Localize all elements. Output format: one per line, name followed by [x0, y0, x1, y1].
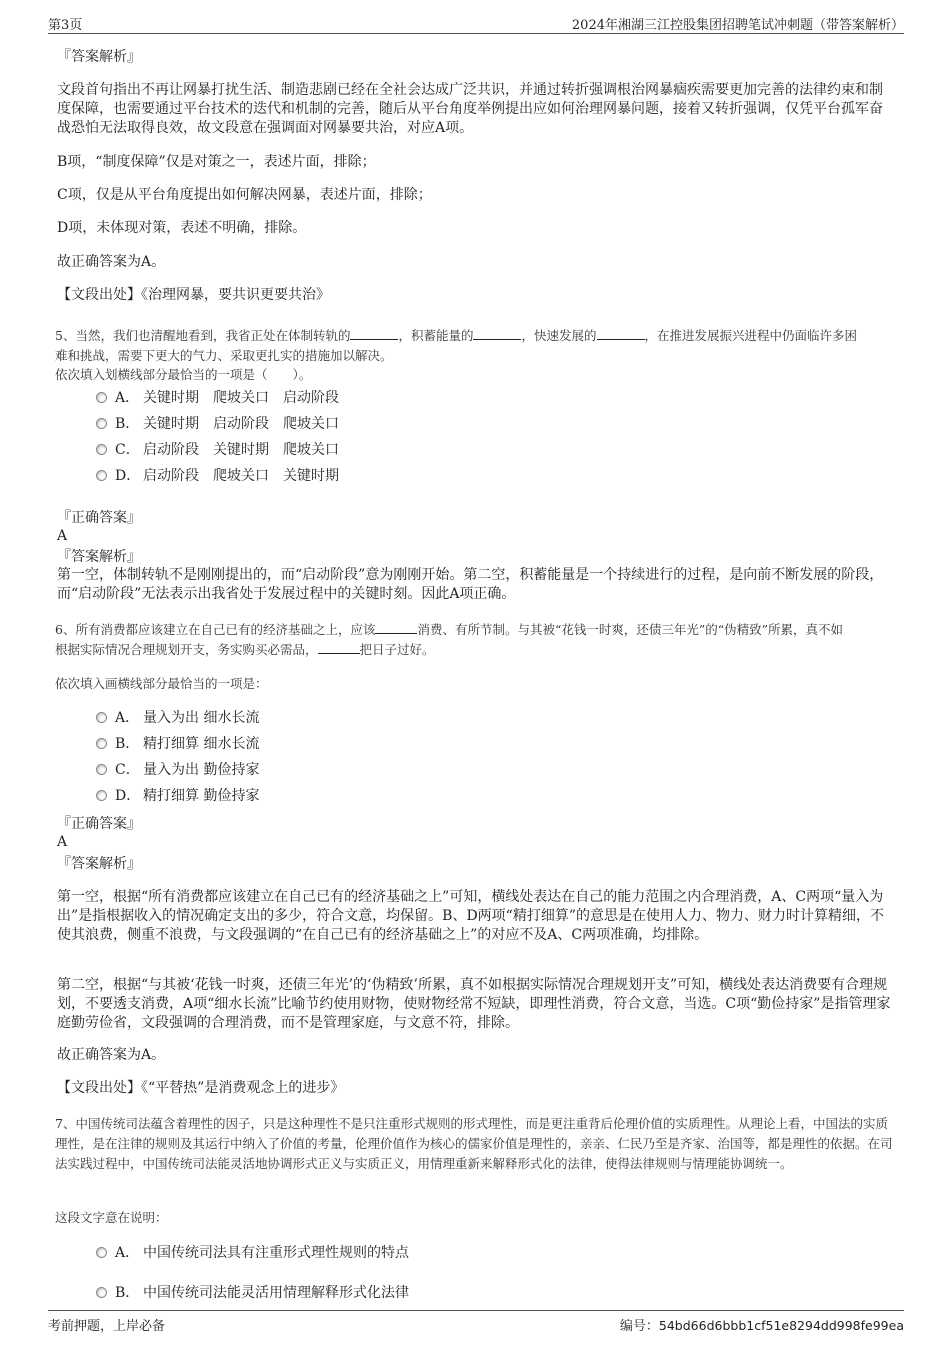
page-number: 第3页	[48, 18, 83, 33]
question-7-option-b[interactable]	[96, 1284, 409, 1302]
radio-button[interactable]	[96, 1247, 107, 1258]
analysis-paragraph: 文段首句指出不再让网暴打扰生活、制造悲剧已经在全社会达成广泛共识，并通过转折强调根治网暴痼疾需要更加完善的法律约束和制度保障，也需要通过平台技术的迭代和机制的完善，随后从平台角度举例提出应如何治理网暴问题，接着又转折强调，仅凭平台孤军奋战恐怕无法取得良效，故文段意在强调面对网暴要共治，对应A项。	[57, 82, 883, 136]
fill-blank	[350, 327, 398, 340]
radio-button[interactable]	[96, 712, 107, 723]
page-footer	[48, 1310, 904, 1346]
option-text: 中国传统司法具有注重形式理性规则的特点	[143, 1245, 409, 1261]
question-7-option-a[interactable]	[96, 1244, 409, 1262]
option-letter: A．	[115, 710, 140, 726]
radio-button[interactable]	[96, 392, 107, 403]
analysis-heading: 『答案解析』	[57, 49, 141, 65]
question-6-option-d[interactable]	[96, 787, 259, 805]
option-letter: B．	[115, 736, 140, 752]
radio-button[interactable]	[96, 444, 107, 455]
fill-blank	[597, 327, 645, 340]
option-text: 量入为出 细水长流	[143, 710, 260, 726]
source-citation: 【文段出处】《治理网暴，要共识更要共治》	[57, 287, 330, 303]
option-letter: A．	[115, 390, 140, 406]
option-text: 启动阶段 关键时期 爬坡关口	[143, 442, 339, 458]
analysis-paragraph: 第二空，根据“与其被‘花钱一时爽，还债三年光’的‘伪精致’所累，真不如根据实际情况合理规划开支”可知，横线处表达消费要有合理规划，不要透支消费，A项“细水长流”比喻节约使用财物，使财物经常不短缺，即理性消费，符合文意，当选。C项“勤俭持家”是指管理家庭勤劳俭省，文段强调的合理消费，而不是管理家庭，与文意不符，排除。	[57, 977, 891, 1031]
analysis-paragraph: 第一空，根据“所有消费都应该建立在自己已有的经济基础之上”可知，横线处表达在自己的能力范围之内合理消费，A、C两项“量入为出”是指根据收入的情况确定支出的多少，符合文意，均保留。B、D两项“精打细算”的意思是在使用人力、物力、财力时计算精细，不使其浪费，侧重不浪费，与文段强调的“在自己已有的经济基础之上”的对应不及A、C两项准确，均排除。	[57, 889, 884, 943]
analysis-option-d: D项，未体现对策，表述不明确，排除。	[57, 220, 307, 236]
question-6-option-c[interactable]	[96, 761, 259, 779]
stem-part: 消费、有所节制。与其被“花钱一时爽，还债三年光”的“伪精致”所累，真不如	[417, 622, 844, 637]
conclusion: 故正确答案为A。	[57, 1047, 166, 1063]
question-6-stem	[55, 620, 900, 660]
answer-heading: 『正确答案』	[57, 510, 141, 526]
stem-part: 6、所有消费都应该建立在自己已有的经济基础之上，应该	[55, 622, 376, 637]
option-text: 量入为出 勤俭持家	[143, 762, 260, 778]
code-value: 54bd66d6bbb1cf51e8294dd998fe99ea	[658, 1318, 904, 1333]
page-header	[48, 0, 904, 34]
question-5-option-c[interactable]	[96, 441, 339, 459]
fill-blank	[375, 621, 417, 634]
option-text: 精打细算 细水长流	[143, 736, 260, 752]
question-5-option-a[interactable]	[96, 389, 339, 407]
option-text: 关键时期 爬坡关口 启动阶段	[143, 390, 339, 406]
question-6-option-a[interactable]	[96, 709, 259, 727]
option-text: 中国传统司法能灵活用情理解释形式化法律	[143, 1285, 409, 1301]
stem-part: ，快速发展的	[521, 328, 597, 343]
option-letter: A．	[115, 1245, 140, 1261]
option-letter: D．	[115, 788, 141, 804]
analysis-paragraph: 第一空，体制转轨不是刚刚提出的，而“启动阶段”意为刚刚开始。第二空，积蓄能量是一个持续进行的过程，是向前不断发展的阶段，而“启动阶段”无法表示出我省处于发展过程中的关键时刻。因此A项正确。	[57, 567, 884, 602]
option-letter: D．	[115, 468, 141, 484]
question-5-prompt: 依次填入划横线部分最恰当的一项是（ ）。	[55, 367, 312, 382]
radio-button[interactable]	[96, 470, 107, 481]
option-letter: C．	[115, 442, 140, 458]
question-6-option-b[interactable]	[96, 735, 259, 753]
radio-button[interactable]	[96, 1287, 107, 1298]
fill-blank	[473, 327, 521, 340]
radio-button[interactable]	[96, 418, 107, 429]
fill-blank	[318, 641, 360, 654]
stem-part: 把日子过好。	[359, 642, 435, 657]
document-code	[620, 1315, 904, 1334]
question-5-option-d[interactable]	[96, 467, 339, 485]
option-text: 精打细算 勤俭持家	[143, 788, 260, 804]
stem-part: 难和挑战，需要下更大的气力、采取更扎实的措施加以解决。	[55, 348, 393, 363]
stem-part: ，积蓄能量的	[398, 328, 474, 343]
footer-note: 考前押题，上岸必备	[48, 1319, 166, 1334]
analysis-option-b: B项，“制度保障”仅是对策之一，表述片面，排除；	[57, 154, 376, 170]
option-letter: C．	[115, 762, 140, 778]
question-7-prompt: 这段文字意在说明：	[55, 1210, 168, 1225]
question-5-stem	[55, 326, 900, 366]
radio-button[interactable]	[96, 790, 107, 801]
analysis-heading: 『答案解析』	[57, 856, 141, 872]
stem-part: ，在推进发展振兴进程中仍面临许多困	[644, 328, 858, 343]
option-letter: B．	[115, 1285, 140, 1301]
stem-part: 根据实际情况合理规划开支，务实购买必需品，	[55, 642, 318, 657]
question-5-option-b[interactable]	[96, 415, 339, 433]
option-letter: B．	[115, 416, 140, 432]
correct-answer: A	[57, 834, 68, 850]
document-title: 2024年湘湖三江控股集团招聘笔试冲刺题（带答案解析）	[571, 18, 904, 33]
correct-answer: A	[57, 528, 68, 544]
answer-heading: 『正确答案』	[57, 816, 141, 832]
radio-button[interactable]	[96, 764, 107, 775]
radio-button[interactable]	[96, 738, 107, 749]
stem-part: 5、当然，我们也清醒地看到，我省正处在体制转轨的	[55, 328, 351, 343]
analysis-heading: 『答案解析』	[57, 549, 141, 565]
analysis-option-c: C项，仅是从平台角度提出如何解决网暴，表述片面，排除；	[57, 187, 432, 203]
conclusion: 故正确答案为A。	[57, 254, 166, 270]
question-6-prompt: 依次填入画横线部分最恰当的一项是：	[55, 676, 268, 691]
code-label: 编号：	[619, 1319, 659, 1334]
option-text: 关键时期 启动阶段 爬坡关口	[143, 416, 339, 432]
source-citation: 【文段出处】《“平替热”是消费观念上的进步》	[57, 1080, 345, 1096]
option-text: 启动阶段 爬坡关口 关键时期	[143, 468, 339, 484]
question-7-stem: 7、中国传统司法蕴含着理性的因子，只是这种理性不是只注重形式规则的形式理性，而是更注重背后伦理价值的实质理性。从理论上看，中国法的实质理性，是在注律的规则及其运行中纳入了价值的考量，伦理价值作为核心的儒家价值是理性的，亲亲、仁民乃至是齐家、治国等，都是理性的依据。在司法实践过程中，中国传统司法能灵活地协调形式正义与实质正义，用情理重新来解释形式化的法律，使得法律规则与情理能协调统一。	[55, 1116, 893, 1171]
